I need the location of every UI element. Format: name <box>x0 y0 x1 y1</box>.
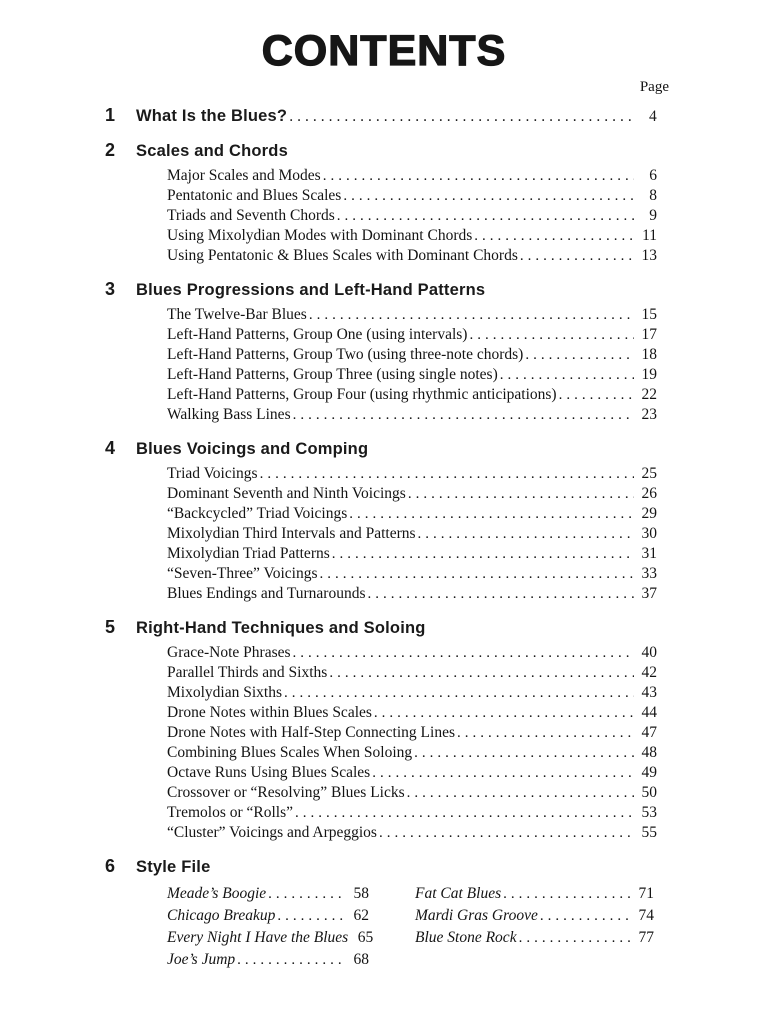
dot-leader <box>309 305 634 325</box>
entry-title: Left-Hand Patterns, Group Two (using three-note chords) <box>167 346 524 363</box>
entry-page-number: 26 <box>641 485 657 502</box>
entry-title: Joe’s Jump <box>167 951 236 968</box>
entry-page-number: 50 <box>641 784 657 801</box>
chapter-section <box>105 140 657 266</box>
toc-entry <box>167 484 657 504</box>
toc-entry <box>167 723 657 743</box>
dot-leader <box>503 883 631 905</box>
style-file-column-right <box>415 883 654 949</box>
dot-leader <box>343 186 634 206</box>
dot-leader <box>295 803 634 823</box>
dot-leader <box>329 663 634 683</box>
toc-entry <box>167 504 657 524</box>
dot-leader <box>407 783 634 803</box>
toc-entry <box>167 883 369 905</box>
style-file-column-left <box>167 883 374 971</box>
entry-page-number: 58 <box>353 885 369 902</box>
chapter-title: Right-Hand Techniques and Soloing <box>136 619 426 637</box>
toc-entry <box>167 226 657 246</box>
dot-leader <box>469 325 634 345</box>
entry-page-number: 30 <box>641 525 657 542</box>
entry-title: Left-Hand Patterns, Group Three (using single notes) <box>167 366 498 383</box>
chapter-head <box>105 279 657 300</box>
entry-title: Mixolydian Sixths <box>167 684 282 701</box>
entry-page-number: 49 <box>641 764 657 781</box>
entry-page-number: 22 <box>641 386 657 403</box>
chapter-section <box>105 105 657 127</box>
chapter-head <box>105 856 657 877</box>
entry-page-number: 47 <box>641 724 657 741</box>
toc-entry <box>167 464 657 484</box>
entry-page-number: 65 <box>357 929 374 946</box>
entry-title: “Cluster” Voicings and Arpeggios <box>167 824 377 841</box>
toc-entry <box>167 186 657 206</box>
entry-title: Octave Runs Using Blues Scales <box>167 764 371 781</box>
entry-title: Blue Stone Rock <box>415 929 517 946</box>
dot-leader <box>277 905 346 927</box>
entry-page-number: 29 <box>641 505 657 522</box>
dot-leader <box>520 246 634 266</box>
entry-title: “Backcycled” Triad Voicings <box>167 505 348 522</box>
chapter-items <box>167 305 657 425</box>
entry-page-number: 25 <box>641 465 657 482</box>
entry-page-number: 43 <box>641 684 657 701</box>
entry-title: Dominant Seventh and Ninth Voicings <box>167 485 406 502</box>
toc-entry <box>167 405 657 425</box>
dot-leader <box>525 345 634 365</box>
chapter-section <box>105 856 657 971</box>
toc-entry <box>167 905 369 927</box>
entry-title: Major Scales and Modes <box>167 167 321 184</box>
entry-title: Parallel Thirds and Sixths <box>167 664 328 681</box>
chapter-head <box>105 438 657 459</box>
chapter-title: What Is the Blues? <box>136 107 288 125</box>
entry-title: Mixolydian Third Intervals and Patterns <box>167 525 416 542</box>
dot-leader <box>368 584 635 604</box>
entry-page-number: 55 <box>641 824 657 841</box>
entry-page-number: 8 <box>649 187 657 204</box>
toc-entry <box>167 385 657 405</box>
toc-entry <box>167 703 657 723</box>
entry-title: Tremolos or “Rolls” <box>167 804 294 821</box>
chapter-title: Blues Voicings and Comping <box>136 440 369 458</box>
dot-leader <box>289 107 634 127</box>
dot-leader <box>320 564 634 584</box>
dot-leader <box>418 524 634 544</box>
toc-entry <box>167 763 657 783</box>
entry-page-number: 37 <box>641 585 657 602</box>
entry-title: Grace-Note Phrases <box>167 644 291 661</box>
chapter-title: Style File <box>136 858 211 876</box>
chapter-section <box>105 617 657 843</box>
toc-entry <box>167 643 657 663</box>
entry-page-number: 77 <box>638 929 654 946</box>
entry-title: The Twelve-Bar Blues <box>167 306 307 323</box>
contents-title: CONTENTS <box>261 27 507 75</box>
entry-title: Triads and Seventh Chords <box>167 207 335 224</box>
entry-title: Combining Blues Scales When Soloing <box>167 744 413 761</box>
entry-page-number: 42 <box>641 664 657 681</box>
entry-title: Mardi Gras Groove <box>415 907 538 924</box>
dot-leader <box>237 949 346 971</box>
entry-title: Left-Hand Patterns, Group One (using intervals) <box>167 326 468 343</box>
entry-title: Chicago Breakup <box>167 907 276 924</box>
entry-title: Blues Endings and Turnarounds <box>167 585 366 602</box>
entry-page-number: 15 <box>641 306 657 323</box>
chapter-head <box>105 140 657 161</box>
page-column-label: Page <box>639 79 669 95</box>
toc-entry <box>167 783 657 803</box>
entry-title: Drone Notes within Blues Scales <box>167 704 372 721</box>
entry-page-number: 40 <box>641 644 657 661</box>
dot-leader <box>284 683 634 703</box>
entry-page-number: 18 <box>641 346 657 363</box>
dot-leader <box>414 743 634 763</box>
toc-entry <box>167 663 657 683</box>
dot-leader <box>474 226 634 246</box>
chapter-number: 1 <box>105 105 116 125</box>
chapter-number: 3 <box>105 279 116 299</box>
entry-title: Meade’s Boogie <box>167 885 267 902</box>
chapter-head <box>105 617 657 638</box>
entry-title: Mixolydian Triad Patterns <box>167 545 330 562</box>
chapter-title: Scales and Chords <box>136 142 288 160</box>
toc-entry <box>167 365 657 385</box>
dot-leader <box>260 464 634 484</box>
entry-page-number: 53 <box>641 804 657 821</box>
entry-page-number: 19 <box>641 366 657 383</box>
entry-page-number: 74 <box>638 907 654 924</box>
dot-leader <box>293 643 634 663</box>
dot-leader <box>323 166 634 186</box>
entry-page-number: 44 <box>641 704 657 721</box>
entry-page-number: 33 <box>641 565 657 582</box>
toc-entry <box>167 823 657 843</box>
entry-title: Using Mixolydian Modes with Dominant Chords <box>167 227 473 244</box>
chapter-section <box>105 438 657 604</box>
toc-entry <box>167 524 657 544</box>
chapter-number: 5 <box>105 617 116 637</box>
entry-page-number: 71 <box>638 885 654 902</box>
toc-entry <box>167 325 657 345</box>
dot-leader <box>332 544 634 564</box>
toc-entry <box>167 803 657 823</box>
dot-leader <box>457 723 634 743</box>
entry-page-number: 11 <box>642 227 657 244</box>
chapter-section <box>105 279 657 425</box>
dot-leader <box>379 823 634 843</box>
entry-title: Fat Cat Blues <box>415 885 502 902</box>
toc-entry <box>167 246 657 266</box>
toc-entry <box>415 905 654 927</box>
entry-page-number: 23 <box>641 406 657 423</box>
entry-page-number: 4 <box>649 108 657 125</box>
dot-leader <box>268 883 346 905</box>
toc-entry <box>415 927 654 949</box>
entry-title: Every Night I Have the Blues <box>167 929 349 946</box>
toc-entry <box>167 743 657 763</box>
chapter-items <box>167 464 657 604</box>
entry-page-number: 17 <box>641 326 657 343</box>
entry-title: Using Pentatonic & Blues Scales with Dominant Chords <box>167 247 518 264</box>
entry-page-number: 6 <box>649 167 657 184</box>
toc-entry <box>167 166 657 186</box>
entry-title: Walking Bass Lines <box>167 406 291 423</box>
dot-leader <box>519 927 631 949</box>
dot-leader <box>372 763 634 783</box>
dot-leader <box>500 365 634 385</box>
dot-leader <box>293 405 634 425</box>
chapter-number: 4 <box>105 438 116 458</box>
toc-entry <box>167 683 657 703</box>
dot-leader <box>559 385 634 405</box>
chapter-title: Blues Progressions and Left-Hand Patterns <box>136 281 486 299</box>
toc-entry <box>167 564 657 584</box>
dot-leader <box>349 504 634 524</box>
entry-page-number: 13 <box>641 247 657 264</box>
entry-title: Crossover or “Resolving” Blues Licks <box>167 784 405 801</box>
toc-entry <box>167 949 369 971</box>
chapter-number: 2 <box>105 140 116 160</box>
entry-title: “Seven-Three” Voicings <box>167 565 318 582</box>
chapters <box>105 105 657 971</box>
toc-entry <box>167 927 374 949</box>
dot-leader <box>540 905 631 927</box>
toc-entry <box>167 206 657 226</box>
toc-content <box>105 79 669 971</box>
chapter-items <box>167 643 657 843</box>
entry-title: Drone Notes with Half-Step Connecting Lines <box>167 724 455 741</box>
entry-page-number: 62 <box>353 907 369 924</box>
dot-leader <box>374 703 634 723</box>
entry-title: Left-Hand Patterns, Group Four (using rhythmic anticipations) <box>167 386 557 403</box>
style-file-columns <box>167 883 657 971</box>
dot-leader <box>408 484 634 504</box>
toc-entry <box>167 305 657 325</box>
toc-entry <box>167 544 657 564</box>
toc-entry <box>167 345 657 365</box>
entry-title: Triad Voicings <box>167 465 258 482</box>
toc-entry <box>415 883 654 905</box>
entry-page-number: 31 <box>641 545 657 562</box>
entry-title: Pentatonic and Blues Scales <box>167 187 342 204</box>
entry-page-number: 9 <box>649 207 657 224</box>
entry-page-number: 48 <box>641 744 657 761</box>
dot-leader <box>337 206 634 226</box>
entry-page-number: 68 <box>353 951 369 968</box>
chapter-number: 6 <box>105 856 116 876</box>
toc-entry <box>167 584 657 604</box>
chapter-head <box>105 105 657 127</box>
chapter-items <box>167 166 657 266</box>
